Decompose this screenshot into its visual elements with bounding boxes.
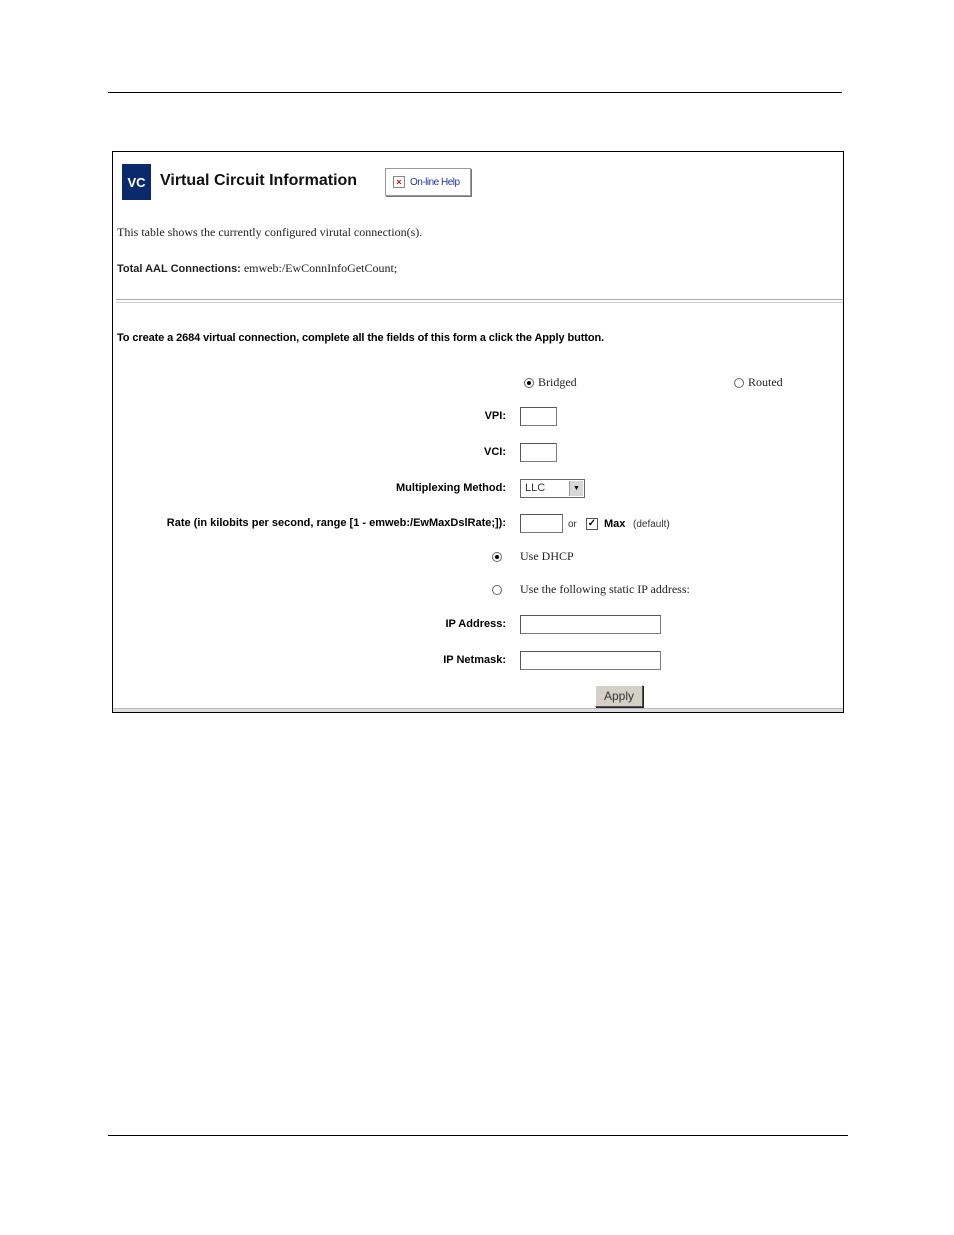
ip-address-label: IP Address:: [445, 618, 506, 630]
rate-label: Rate (in kilobits per second, range [1 - emweb:/EwMaxDslRate;]):: [166, 517, 506, 529]
ip-netmask-label: IP Netmask:: [443, 654, 506, 666]
use-dhcp-label: Use DHCP: [520, 549, 574, 563]
static-ip-radio[interactable]: [492, 585, 502, 595]
max-default-text: (default): [633, 519, 670, 530]
form-instruction: To create a 2684 virtual connection, complete all the fields of this form a click the Apply button.: [117, 332, 605, 344]
virtual-circuit-screen: [112, 151, 844, 713]
window-bottom-edge: [113, 708, 843, 713]
total-connections: [117, 261, 397, 276]
bridged-label: Bridged: [538, 375, 577, 389]
total-connections-value: emweb:/EwConnInfoGetCount;: [243, 261, 398, 275]
table-description: This table shows the currently configured virutal connection(s).: [117, 225, 423, 239]
broken-image-icon: ×: [393, 176, 405, 188]
vc-logo: VC: [122, 164, 151, 200]
page-title: Virtual Circuit Information: [160, 172, 358, 189]
static-ip-label: Use the following static IP address:: [520, 582, 690, 596]
rate-input[interactable]: [520, 514, 563, 533]
vci-label: VCI:: [484, 446, 506, 458]
max-rate-checkbox[interactable]: ✓: [587, 518, 597, 529]
total-connections-label: Total AAL Connections:: [117, 263, 241, 275]
apply-button[interactable]: Apply: [595, 685, 643, 707]
page-footer-rule: [108, 1135, 848, 1136]
multiplexing-value: LLC: [525, 482, 546, 494]
max-label: Max: [604, 518, 626, 530]
vpi-label: VPI:: [484, 410, 506, 422]
routed-radio[interactable]: [734, 378, 744, 388]
vci-input[interactable]: [520, 443, 557, 462]
routed-label: Routed: [748, 375, 783, 389]
ip-netmask-input[interactable]: [520, 651, 661, 670]
multiplexing-select[interactable]: [520, 479, 585, 498]
divider-shadow: [116, 302, 843, 303]
multiplexing-label: Multiplexing Method:: [396, 482, 506, 494]
rate-or-text: or: [568, 519, 577, 530]
page-header-rule: [108, 92, 842, 93]
use-dhcp-radio[interactable]: [492, 552, 502, 562]
dropdown-arrow-icon: ▼: [569, 481, 583, 496]
ip-address-input[interactable]: [520, 615, 661, 634]
bridged-radio[interactable]: [524, 378, 534, 388]
online-help-label: On-line Help: [410, 176, 460, 188]
divider: [116, 299, 843, 300]
vpi-input[interactable]: [520, 407, 557, 426]
online-help-button[interactable]: [385, 168, 471, 196]
